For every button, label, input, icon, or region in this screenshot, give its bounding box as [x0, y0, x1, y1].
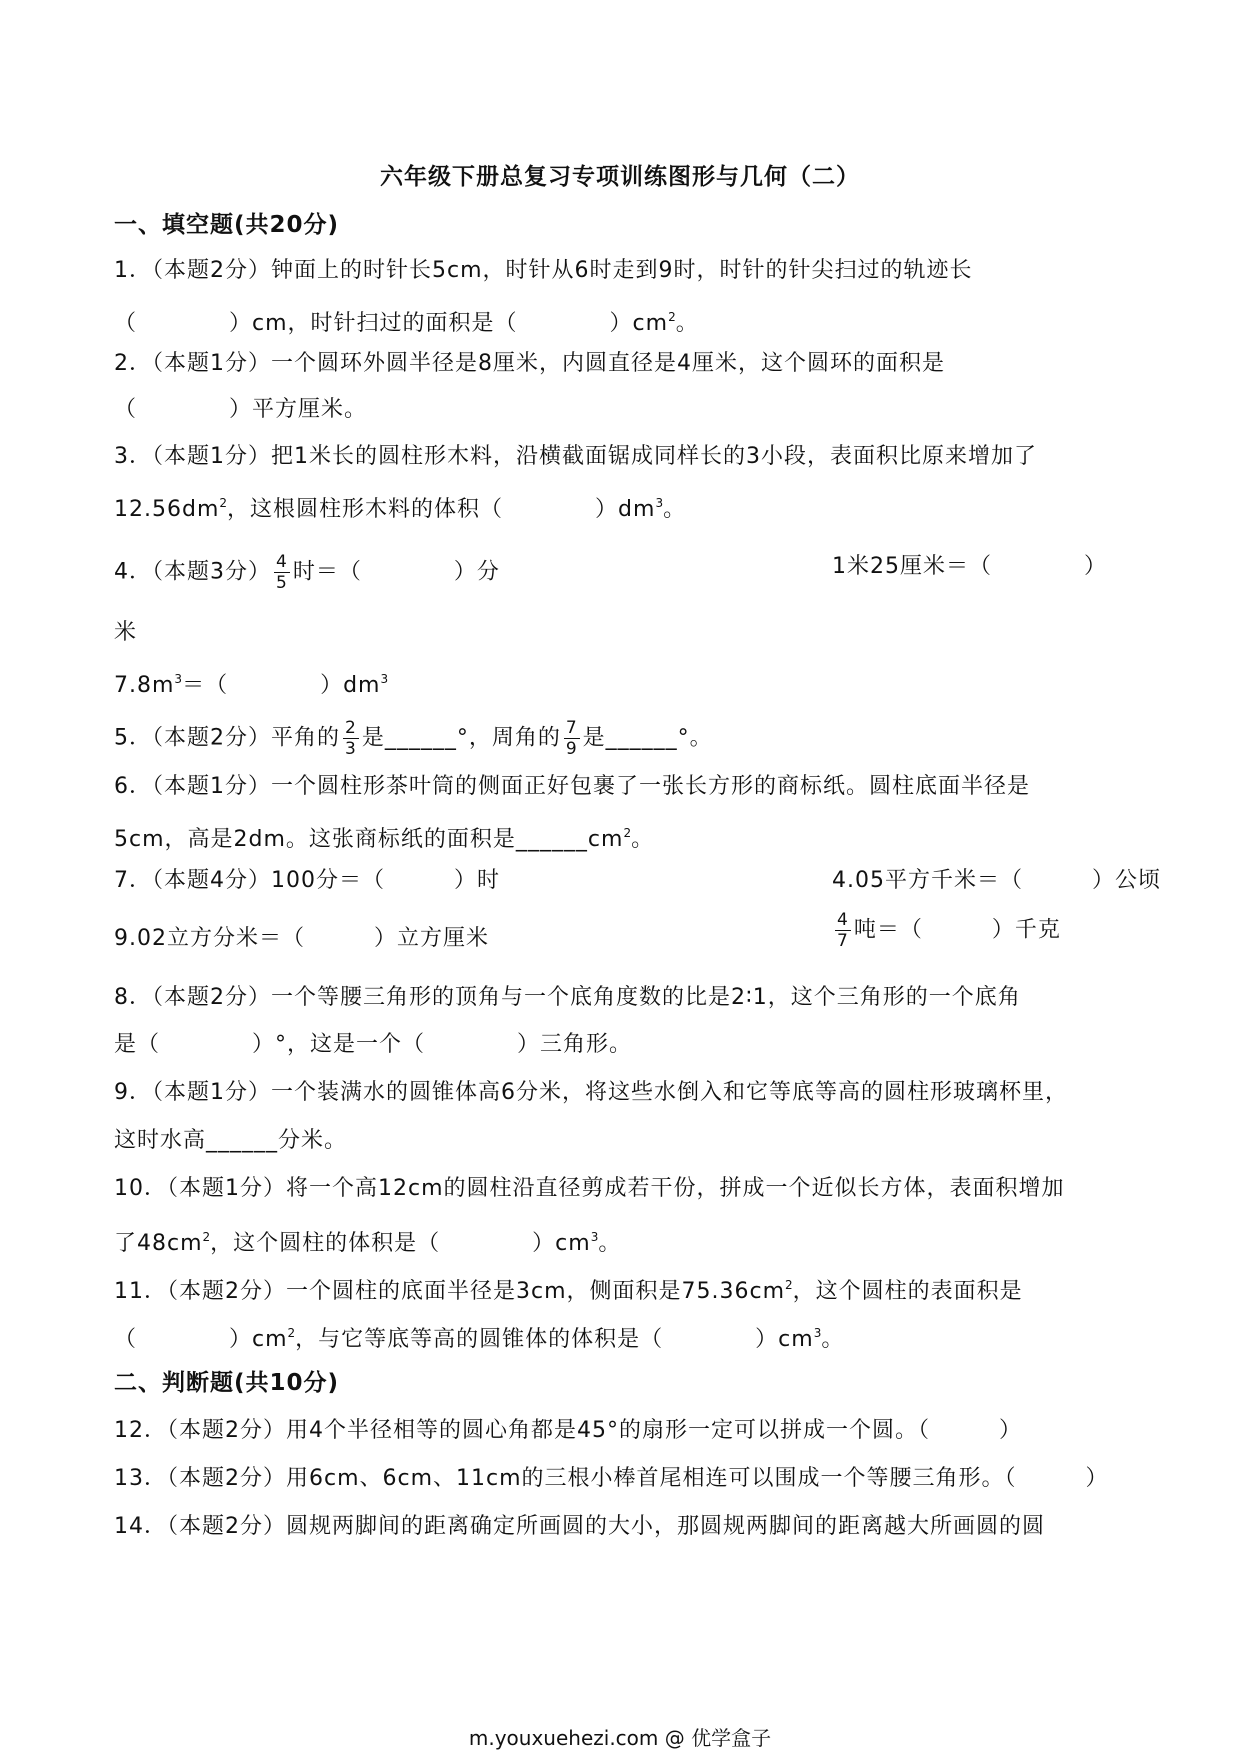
fraction-numerator: 4: [276, 552, 288, 572]
superscript: 2: [623, 826, 632, 840]
question-11-text: （ ）cm: [114, 1327, 288, 1352]
question-6-text: 5cm，高是2dm。这张商标纸的面积是______cm: [114, 827, 624, 852]
question-4-line-1: [114, 552, 1134, 593]
question-9-line-2: 这时水高______分米。: [114, 1128, 348, 1153]
section-heading-true-false: 二、判断题(共10分): [114, 1370, 340, 1396]
question-5-prefix: 5．（本题2分）平角的: [114, 725, 340, 751]
question-1-line-2: [114, 302, 1134, 339]
punctuation: 。: [598, 1231, 622, 1256]
superscript: 2: [202, 1230, 211, 1244]
question-4-line-3: [114, 664, 1134, 701]
fraction-numerator: 4: [837, 910, 849, 930]
question-3-text: ，这根圆柱形木料的体积（ ）dm: [227, 497, 656, 522]
question-7-text: 7．（本题4分）100分＝（ ）时: [114, 868, 500, 893]
question-5-text: 是______°。: [582, 725, 713, 751]
question-1-text: （ ）cm，时针扫过的面积是（ ）cm: [114, 311, 669, 336]
fraction: [343, 718, 359, 759]
question-8-line-1: 8．（本题2分）一个等腰三角形的顶角与一个底角度数的比是2∶1，这个三角形的一个底角: [114, 985, 1021, 1010]
question-4-prefix: 4．（本题3分）: [114, 559, 271, 585]
question-4-text: 时＝（ ）分: [292, 559, 500, 585]
question-7-second-column: 4.05平方千米＝（ ）公顷: [832, 868, 1161, 893]
question-8-line-2: 是（ ）°，这是一个（ ）三角形。: [114, 1032, 633, 1057]
question-3-line-2: [114, 488, 1134, 525]
punctuation: 。: [675, 311, 699, 336]
question-1-line-1: 1．（本题2分）钟面上的时针长5cm，时针从6时走到9时，时针的针尖扫过的轨迹长: [114, 258, 973, 283]
question-7-line-2: [114, 910, 1134, 954]
superscript: 2: [785, 1278, 793, 1292]
page-title: 六年级下册总复习专项训练图形与几何（二）: [380, 164, 860, 190]
question-9-line-1: 9．（本题1分）一个装满水的圆锥体高6分米，将这些水倒入和它等底等高的圆柱形玻璃杯里，: [114, 1080, 1068, 1105]
question-7-text: 吨＝（ ）千克: [853, 917, 1061, 943]
question-11-line-2: [114, 1318, 1134, 1355]
question-10-line-1: 10．（本题1分）将一个高12cm的圆柱沿直径剪成若干份，拼成一个近似长方体，表面积增加: [114, 1176, 1065, 1201]
fraction-denominator: 3: [345, 739, 357, 759]
question-10-text: ，这个圆柱的体积是（ ）cm: [210, 1231, 591, 1256]
question-11-text: ，与它等底等高的圆锥体的体积是（ ）cm: [295, 1327, 814, 1352]
superscript: 2: [287, 1326, 296, 1340]
question-6-line-2: [114, 818, 1134, 855]
section-heading-fill-blank: 一、填空题(共20分): [114, 212, 340, 238]
question-2-line-2: （ ）平方厘米。: [114, 397, 368, 422]
question-2-line-1: 2．（本题1分）一个圆环外圆半径是8厘米，内圆直径是4厘米，这个圆环的面积是: [114, 351, 945, 376]
question-12: 12．（本题2分）用4个半径相等的圆心角都是45°的扇形一定可以拼成一个圆。（ ）: [114, 1418, 1022, 1443]
question-10-text: 了48cm: [114, 1231, 203, 1256]
fraction: [564, 718, 580, 759]
superscript: 2: [219, 496, 228, 510]
fraction-numerator: 2: [345, 718, 357, 738]
question-14-line-1: 14．（本题2分）圆规两脚间的距离确定所画圆的大小，那圆规两脚间的距离越大所画圆的圆: [114, 1514, 1045, 1539]
footer-watermark: m.youxuehezi.com @ 优学盒子: [468, 1726, 772, 1750]
question-7-line-1: [114, 866, 1161, 896]
question-3-text: 12.56dm: [114, 497, 220, 522]
question-11-line-1: [114, 1270, 1134, 1307]
question-3-line-1: 3．（本题1分）把1米长的圆柱形木料，沿横截面锯成同样长的3小段，表面积比原来增加了: [114, 444, 1037, 469]
punctuation: 。: [821, 1327, 845, 1352]
superscript: 3: [174, 672, 183, 686]
question-4-text: ＝（ ）dm: [182, 673, 381, 698]
question-11-text: ，这个圆柱的表面积是: [792, 1279, 1023, 1304]
fraction: [274, 552, 290, 593]
punctuation: 。: [631, 827, 655, 852]
superscript: 3: [380, 672, 389, 686]
question-4-continuation: 米: [114, 620, 138, 645]
question-4-second-column: 1米25厘米＝（ ）: [832, 554, 1107, 579]
fraction-denominator: 7: [837, 931, 849, 951]
fraction-denominator: 5: [276, 573, 288, 593]
question-11-text: 11．（本题2分）一个圆柱的底面半径是3cm，侧面积是75.36cm: [114, 1279, 786, 1304]
fraction: [835, 910, 851, 951]
fraction-numerator: 7: [565, 718, 578, 738]
fraction-denominator: 9: [565, 739, 578, 759]
superscript: 3: [655, 496, 664, 510]
question-5-line: [114, 718, 1134, 759]
question-6-line-1: 6．（本题1分）一个圆柱形茶叶筒的侧面正好包裹了一张长方形的商标纸。圆柱底面半径是: [114, 774, 1030, 799]
question-13: 13．（本题2分）用6cm、6cm、11cm的三根小棒首尾相连可以围成一个等腰三角形。（ ）: [114, 1466, 1109, 1491]
superscript: 3: [813, 1326, 822, 1340]
question-5-text: 是______°，周角的: [361, 725, 561, 751]
question-7-text: 9.02立方分米＝（ ）立方厘米: [114, 926, 489, 951]
superscript: 2: [668, 310, 676, 324]
punctuation: 。: [663, 497, 687, 522]
question-4-text: 7.8m: [114, 673, 175, 698]
question-10-line-2: [114, 1222, 1134, 1259]
superscript: 3: [590, 1230, 599, 1244]
question-7-second-column: [832, 910, 1061, 951]
